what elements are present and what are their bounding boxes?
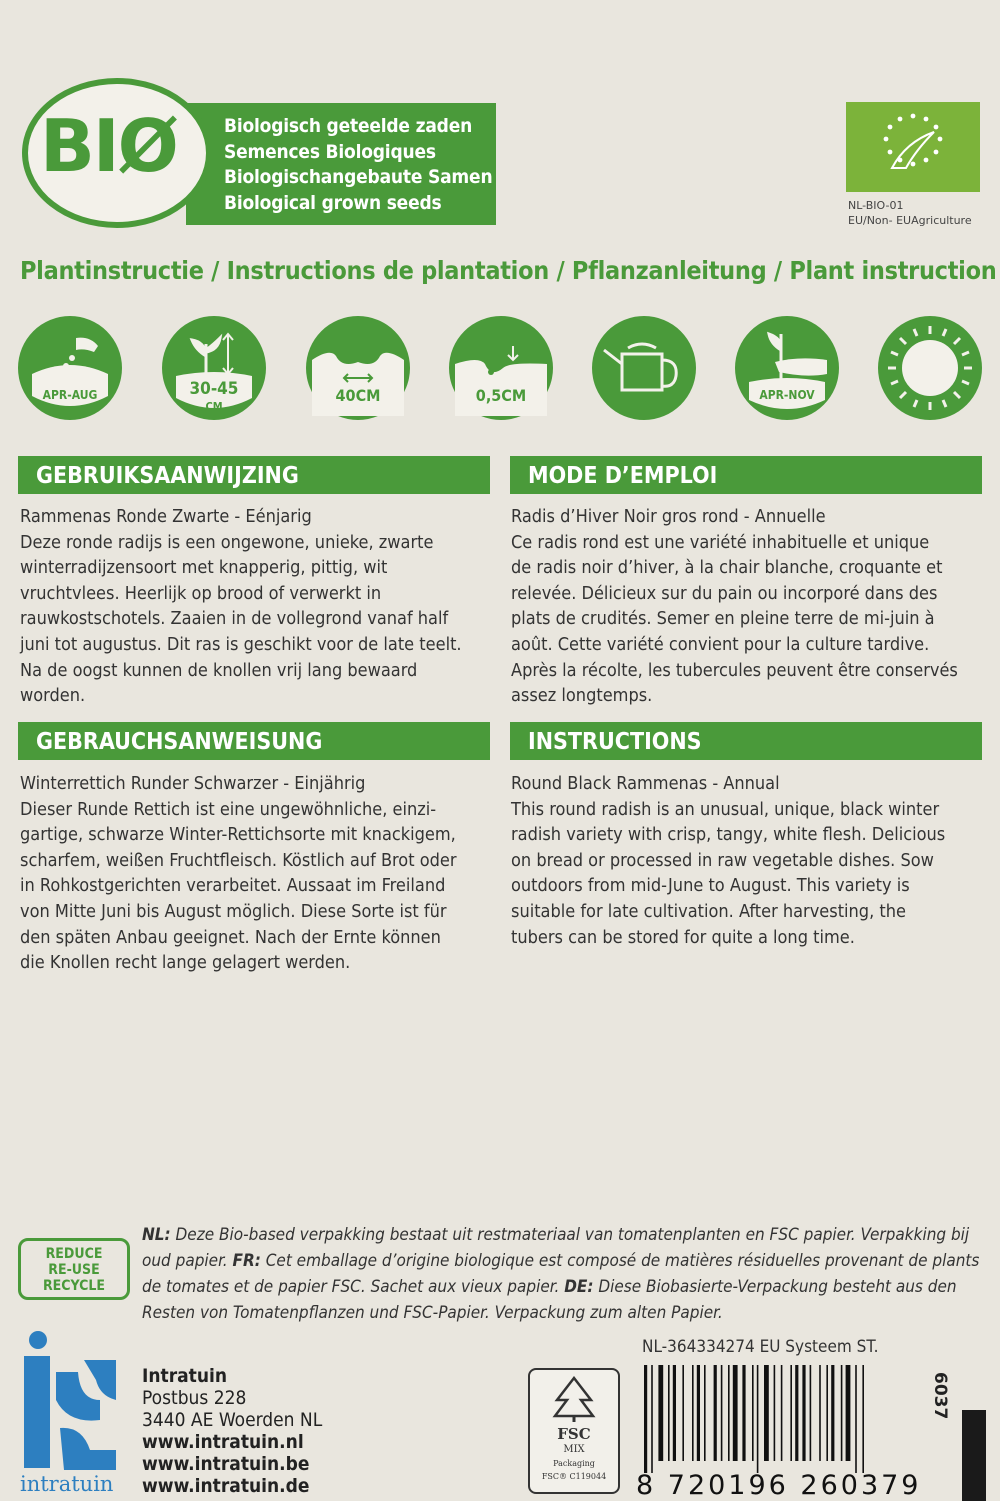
picto-label-harvest: APR-NOV [759, 388, 815, 402]
fr-line: Radis d’Hiver Noir gros rond - Annuelle [511, 506, 826, 527]
bio-line-fr: Semences Biologiques [224, 140, 436, 163]
barcode-bar [819, 1365, 821, 1461]
eco-text-fr: Cet emballage d’origine biologique est composé de matières résiduelles provenant de plants de tomates et de papier FSC. Sachet aux vieux papier. [142, 1251, 980, 1297]
barcode-bar [781, 1365, 783, 1461]
fsc-packaging: Packaging [553, 1459, 595, 1468]
barcode-bar [728, 1365, 730, 1461]
barcode-bar [651, 1365, 653, 1473]
de-line: gartige, schwarze Winter-Rettichsorte mit knackigem, [20, 824, 456, 846]
eu-code: NL-BIO-01 [848, 199, 904, 212]
company-web-nl[interactable]: www.intratuin.nl [142, 1431, 304, 1453]
barcode-bar [644, 1365, 647, 1473]
de-line: Dieser Runde Rettich ist eine ungewöhnliche, einzi- [20, 798, 437, 820]
section-heading-de: GEBRAUCHSANWEISUNG [18, 722, 490, 760]
recycle-reduce: REDUCE [45, 1246, 103, 1262]
plant-height-icon [162, 316, 266, 420]
bio-logo-text: BIØ [40, 104, 177, 188]
picto-label-height: 30-45 [189, 379, 239, 399]
barcode-bar [733, 1365, 738, 1461]
bio-line-de: Biologischangebaute Samen [224, 166, 493, 188]
fr-line: relevée. Délicieux sur du pain ou incorporé dans des [511, 582, 938, 604]
fsc-tree-icon [549, 1376, 599, 1422]
nl-line: winterradijzensoort met knapperig, pittig, wit [20, 557, 388, 579]
en-line: Round Black Rammenas - Annual [511, 773, 780, 794]
section-body-en [511, 771, 991, 950]
barcode-bar [752, 1365, 754, 1461]
picto-label-depth: 0,5CM [475, 386, 527, 405]
eco-tag-nl: NL: [142, 1225, 171, 1245]
nl-line: Deze ronde radijs is een ongewone, unieke, zwarte [20, 531, 434, 553]
barcode-bar [658, 1365, 663, 1461]
intratuin-logo-icon [20, 1330, 120, 1480]
nl-line: Rammenas Ronde Zwarte - Eénjarig [20, 506, 312, 527]
barcode-bar [764, 1365, 769, 1461]
nl-line: vruchtvlees. Heerlijk op brood of verwerkt in [20, 582, 382, 604]
de-line: den späten Anbau geeignet. Nach der Ernte können [20, 926, 441, 948]
barcode-bar [790, 1365, 792, 1461]
eu-origin: EU/Non- EUAgriculture [848, 214, 972, 227]
de-line: Winterrettich Runder Schwarzer - Einjährig [20, 773, 366, 794]
barcode-bar [855, 1365, 857, 1473]
en-line: This round radish is an unusual, unique, black winter [511, 798, 940, 820]
watering-can-icon [592, 316, 696, 420]
fr-line: plats de crudités. Semer en pleine terre de mi-juin à [511, 608, 935, 630]
fr-line: août. Cette variété convient pour la culture tardive. [511, 633, 930, 655]
eu-organic-leaf-icon [846, 102, 980, 192]
picto-label-height-unit: CM [205, 400, 223, 413]
company-web-be[interactable]: www.intratuin.be [142, 1453, 310, 1475]
barcode-bar [697, 1365, 700, 1461]
barcode-bar [774, 1365, 776, 1461]
picto-label-spacing: 40CM [335, 386, 381, 405]
fr-line: assez longtemps. [511, 685, 653, 707]
picto-label-sowing: APR-AUG [42, 388, 98, 402]
section-heading-en: INSTRUCTIONS [510, 722, 982, 760]
eu-certification [848, 198, 972, 228]
barcode-bar [742, 1365, 745, 1461]
black-marker-bar [962, 1410, 986, 1501]
bio-line-nl: Biologisch geteelde zaden [224, 115, 473, 137]
fr-line: Ce radis rond est une variété inhabituelle et unique [511, 531, 930, 553]
nl-line: Na de oogst kunnen de knollen vrij lang bewaard [20, 659, 418, 681]
batch-code: 6037 [930, 1372, 950, 1420]
nl-line: rauwkostschotels. Zaaien in de vollegrond vanaf half [20, 608, 449, 630]
sun-icon [878, 316, 982, 420]
barcode-bar [826, 1365, 828, 1461]
eco-text-nl: Deze Bio-based verpakking bestaat uit restmateriaal van tomatenplanten en FSC papier. Verpakking bij oud papier. [142, 1225, 970, 1271]
certification-line: NL-364334274 EU Systeem ST. [642, 1337, 879, 1357]
en-line: radish variety with crisp, tangy, white flesh. Delicious [511, 824, 946, 846]
recycle-badge [18, 1238, 130, 1300]
en-line: outdoors from mid-June to August. This variety is [511, 875, 910, 897]
barcode [640, 1365, 940, 1475]
bio-seed-lines [224, 114, 492, 216]
fr-line: de radis noir d’hiver, à la chair blanche, croquante et [511, 557, 943, 579]
barcode-bar [682, 1365, 684, 1461]
barcode-bar [831, 1365, 834, 1461]
recycle-recycle: RECYCLE [42, 1278, 106, 1294]
de-line: in Rohkostgerichten verarbeitet. Aussaat im Freiland [20, 875, 446, 897]
fsc-code: FSC® C119044 [541, 1472, 607, 1481]
eco-tag-fr: FR: [232, 1251, 261, 1271]
eco-text-de: Diese Biobasierte-Verpackung besteht aus den Resten von Tomatenpflanzen und FSC-Papier. Verpackung zum alten Papier. [142, 1277, 957, 1323]
barcode-bar [757, 1365, 759, 1473]
de-line: von Mitte Juni bis August möglich. Diese Sorte ist für [20, 900, 447, 922]
barcode-bar [841, 1365, 843, 1461]
nl-line: juni tot augustus. Dit ras is geschikt voor de late teelt. [20, 633, 462, 655]
sowing-depth-icon [449, 316, 553, 420]
barcode-bar [846, 1365, 851, 1461]
fsc-mix: MIX [563, 1444, 585, 1455]
company-web-de[interactable]: www.intratuin.de [142, 1475, 310, 1497]
nl-line: worden. [20, 685, 86, 707]
barcode-bar [795, 1365, 798, 1461]
barcode-bar [810, 1365, 812, 1461]
barcode-bar [692, 1365, 694, 1461]
eco-tag-de: DE: [564, 1277, 594, 1297]
barcode-bar [721, 1365, 723, 1461]
section-body-nl [20, 504, 495, 709]
section-heading-fr: MODE D’EMPLOI [510, 456, 982, 494]
barcode-bar [668, 1365, 670, 1461]
sowing-hand-icon [18, 316, 122, 420]
de-line: scharfem, weißen Fruchtfleisch. Köstlich auf Brot oder [20, 849, 457, 871]
en-line: tubers can be stored for quite a long time. [511, 926, 855, 948]
intratuin-wordmark: intratuin [20, 1472, 114, 1496]
bio-line-en: Biological grown seeds [224, 191, 442, 214]
en-line: suitable for late cultivation. After harvesting, the [511, 900, 906, 922]
recycle-reuse: RE-USE [48, 1262, 100, 1278]
plant-instruction-title: Plantinstructie / Instructions de plantation / Pflanzanleitung / Plant instruction [20, 256, 997, 285]
packaging-note [142, 1222, 992, 1326]
company-address [142, 1365, 322, 1497]
barcode-bar [704, 1365, 706, 1461]
harvest-hand-icon [735, 316, 839, 420]
section-body-de [20, 771, 495, 976]
row-spacing-icon [306, 316, 410, 420]
fsc-name: FSC [557, 1425, 591, 1443]
en-line: on bread or processed in raw vegetable dishes. Sow [511, 849, 934, 871]
barcode-digits: 8 720196 260379 [636, 1470, 922, 1501]
company-city: 3440 AE Woerden NL [142, 1409, 323, 1431]
fsc-logo [528, 1368, 620, 1494]
barcode-bar [862, 1365, 864, 1473]
barcode-bar [714, 1365, 717, 1461]
fr-line: Après la récolte, les tubercules peuvent être conservés [511, 659, 958, 681]
section-body-fr [511, 504, 991, 709]
barcode-bar [802, 1365, 805, 1461]
company-postbus: Postbus 228 [142, 1387, 247, 1409]
de-line: die Knollen recht lange gelagert werden. [20, 952, 351, 974]
company-name: Intratuin [142, 1365, 228, 1387]
barcode-bar [673, 1365, 676, 1461]
section-heading-nl: GEBRUIKSAANWIJZING [18, 456, 490, 494]
